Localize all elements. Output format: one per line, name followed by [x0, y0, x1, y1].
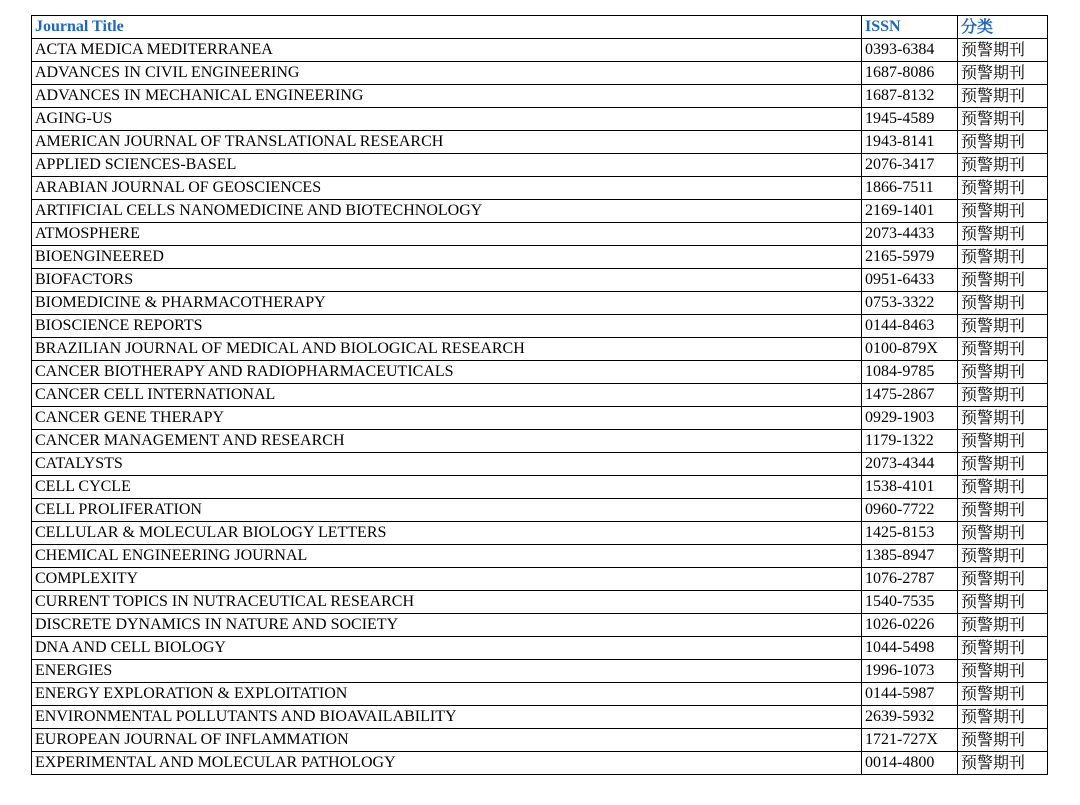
issn-cell: 1866-7511 [862, 177, 958, 200]
table-row [32, 591, 1048, 614]
table-row [32, 706, 1048, 729]
journal-title-cell: AMERICAN JOURNAL OF TRANSLATIONAL RESEARCH [32, 131, 862, 154]
table-row [32, 476, 1048, 499]
table-row [32, 545, 1048, 568]
journal-title-cell: COMPLEXITY [32, 568, 862, 591]
journal-title-cell: CURRENT TOPICS IN NUTRACEUTICAL RESEARCH [32, 591, 862, 614]
header-issn: ISSN [862, 16, 958, 39]
category-cell: 预警期刊 [958, 338, 1048, 361]
table-row [32, 729, 1048, 752]
issn-cell: 0753-3322 [862, 292, 958, 315]
category-cell: 预警期刊 [958, 453, 1048, 476]
table-row [32, 614, 1048, 637]
journal-title-cell: CHEMICAL ENGINEERING JOURNAL [32, 545, 862, 568]
journal-title-cell: CANCER CELL INTERNATIONAL [32, 384, 862, 407]
journal-title-cell: ADVANCES IN MECHANICAL ENGINEERING [32, 85, 862, 108]
category-cell: 预警期刊 [958, 246, 1048, 269]
category-cell: 预警期刊 [958, 683, 1048, 706]
issn-cell: 2076-3417 [862, 154, 958, 177]
journal-title-cell: BIOENGINEERED [32, 246, 862, 269]
category-cell: 预警期刊 [958, 637, 1048, 660]
journal-title-cell: AGING-US [32, 108, 862, 131]
table-row [32, 108, 1048, 131]
category-cell: 预警期刊 [958, 177, 1048, 200]
category-cell: 预警期刊 [958, 568, 1048, 591]
issn-cell: 1721-727X [862, 729, 958, 752]
journal-title-cell: ENERGY EXPLORATION & EXPLOITATION [32, 683, 862, 706]
journal-title-cell: EUROPEAN JOURNAL OF INFLAMMATION [32, 729, 862, 752]
category-cell: 预警期刊 [958, 361, 1048, 384]
table-row [32, 522, 1048, 545]
issn-cell: 0951-6433 [862, 269, 958, 292]
table-row [32, 85, 1048, 108]
category-cell: 预警期刊 [958, 223, 1048, 246]
issn-cell: 2073-4344 [862, 453, 958, 476]
table-row [32, 499, 1048, 522]
issn-cell: 2165-5979 [862, 246, 958, 269]
table-row [32, 292, 1048, 315]
issn-cell: 1026-0226 [862, 614, 958, 637]
journal-title-cell: ENVIRONMENTAL POLLUTANTS AND BIOAVAILABILITY [32, 706, 862, 729]
issn-cell: 1044-5498 [862, 637, 958, 660]
header-journal-title: Journal Title [32, 16, 862, 39]
journal-title-cell: CELL CYCLE [32, 476, 862, 499]
issn-cell: 1076-2787 [862, 568, 958, 591]
journal-title-cell: BIOSCIENCE REPORTS [32, 315, 862, 338]
category-cell: 预警期刊 [958, 200, 1048, 223]
category-cell: 预警期刊 [958, 269, 1048, 292]
category-cell: 预警期刊 [958, 154, 1048, 177]
issn-cell: 0960-7722 [862, 499, 958, 522]
table-body [32, 39, 1048, 775]
category-cell: 预警期刊 [958, 752, 1048, 775]
journal-title-cell: ATMOSPHERE [32, 223, 862, 246]
table-row [32, 453, 1048, 476]
category-cell: 预警期刊 [958, 729, 1048, 752]
table-row [32, 223, 1048, 246]
category-cell: 预警期刊 [958, 614, 1048, 637]
category-cell: 预警期刊 [958, 407, 1048, 430]
journal-title-cell: CANCER BIOTHERAPY AND RADIOPHARMACEUTICALS [32, 361, 862, 384]
category-cell: 预警期刊 [958, 292, 1048, 315]
issn-cell: 0929-1903 [862, 407, 958, 430]
table-row [32, 200, 1048, 223]
journal-title-cell: BIOMEDICINE & PHARMACOTHERAPY [32, 292, 862, 315]
issn-cell: 1084-9785 [862, 361, 958, 384]
issn-cell: 1540-7535 [862, 591, 958, 614]
table-row [32, 338, 1048, 361]
category-cell: 预警期刊 [958, 591, 1048, 614]
category-cell: 预警期刊 [958, 62, 1048, 85]
issn-cell: 1687-8132 [862, 85, 958, 108]
issn-cell: 0393-6384 [862, 39, 958, 62]
issn-cell: 1179-1322 [862, 430, 958, 453]
journal-title-cell: APPLIED SCIENCES-BASEL [32, 154, 862, 177]
issn-cell: 0144-8463 [862, 315, 958, 338]
table-row [32, 361, 1048, 384]
category-cell: 预警期刊 [958, 660, 1048, 683]
category-cell: 预警期刊 [958, 706, 1048, 729]
table-row [32, 62, 1048, 85]
category-cell: 预警期刊 [958, 430, 1048, 453]
category-cell: 预警期刊 [958, 108, 1048, 131]
category-cell: 预警期刊 [958, 39, 1048, 62]
journal-title-cell: CANCER GENE THERAPY [32, 407, 862, 430]
table-row [32, 177, 1048, 200]
table-row [32, 131, 1048, 154]
table-row [32, 246, 1048, 269]
table-row [32, 269, 1048, 292]
issn-cell: 0014-4800 [862, 752, 958, 775]
table-header [32, 16, 1048, 39]
category-cell: 预警期刊 [958, 85, 1048, 108]
issn-cell: 1943-8141 [862, 131, 958, 154]
table-row [32, 752, 1048, 775]
table-row [32, 568, 1048, 591]
issn-cell: 1945-4589 [862, 108, 958, 131]
category-cell: 预警期刊 [958, 131, 1048, 154]
journal-title-cell: ENERGIES [32, 660, 862, 683]
category-cell: 预警期刊 [958, 476, 1048, 499]
category-cell: 预警期刊 [958, 522, 1048, 545]
issn-cell: 1538-4101 [862, 476, 958, 499]
journal-title-cell: EXPERIMENTAL AND MOLECULAR PATHOLOGY [32, 752, 862, 775]
header-category: 分类 [958, 16, 1048, 39]
journal-title-cell: BIOFACTORS [32, 269, 862, 292]
issn-cell: 2073-4433 [862, 223, 958, 246]
table-row [32, 660, 1048, 683]
table-row [32, 430, 1048, 453]
journal-title-cell: ACTA MEDICA MEDITERRANEA [32, 39, 862, 62]
table-row [32, 637, 1048, 660]
issn-cell: 2639-5932 [862, 706, 958, 729]
table-row [32, 154, 1048, 177]
journal-title-cell: BRAZILIAN JOURNAL OF MEDICAL AND BIOLOGICAL RESEARCH [32, 338, 862, 361]
issn-cell: 1475-2867 [862, 384, 958, 407]
table-row [32, 315, 1048, 338]
journal-title-cell: CELLULAR & MOLECULAR BIOLOGY LETTERS [32, 522, 862, 545]
journal-title-cell: ARTIFICIAL CELLS NANOMEDICINE AND BIOTECHNOLOGY [32, 200, 862, 223]
category-cell: 预警期刊 [958, 384, 1048, 407]
category-cell: 预警期刊 [958, 315, 1048, 338]
table-row [32, 407, 1048, 430]
journal-title-cell: CATALYSTS [32, 453, 862, 476]
issn-cell: 1385-8947 [862, 545, 958, 568]
journal-title-cell: DISCRETE DYNAMICS IN NATURE AND SOCIETY [32, 614, 862, 637]
issn-cell: 2169-1401 [862, 200, 958, 223]
journal-title-cell: CANCER MANAGEMENT AND RESEARCH [32, 430, 862, 453]
journal-title-cell: ADVANCES IN CIVIL ENGINEERING [32, 62, 862, 85]
journal-table [31, 15, 1048, 775]
table-row [32, 683, 1048, 706]
issn-cell: 1425-8153 [862, 522, 958, 545]
issn-cell: 0100-879X [862, 338, 958, 361]
header-row [32, 16, 1048, 39]
journal-title-cell: CELL PROLIFERATION [32, 499, 862, 522]
issn-cell: 1687-8086 [862, 62, 958, 85]
category-cell: 预警期刊 [958, 545, 1048, 568]
table-row [32, 384, 1048, 407]
issn-cell: 0144-5987 [862, 683, 958, 706]
issn-cell: 1996-1073 [862, 660, 958, 683]
category-cell: 预警期刊 [958, 499, 1048, 522]
table-row [32, 39, 1048, 62]
journal-title-cell: DNA AND CELL BIOLOGY [32, 637, 862, 660]
journal-title-cell: ARABIAN JOURNAL OF GEOSCIENCES [32, 177, 862, 200]
